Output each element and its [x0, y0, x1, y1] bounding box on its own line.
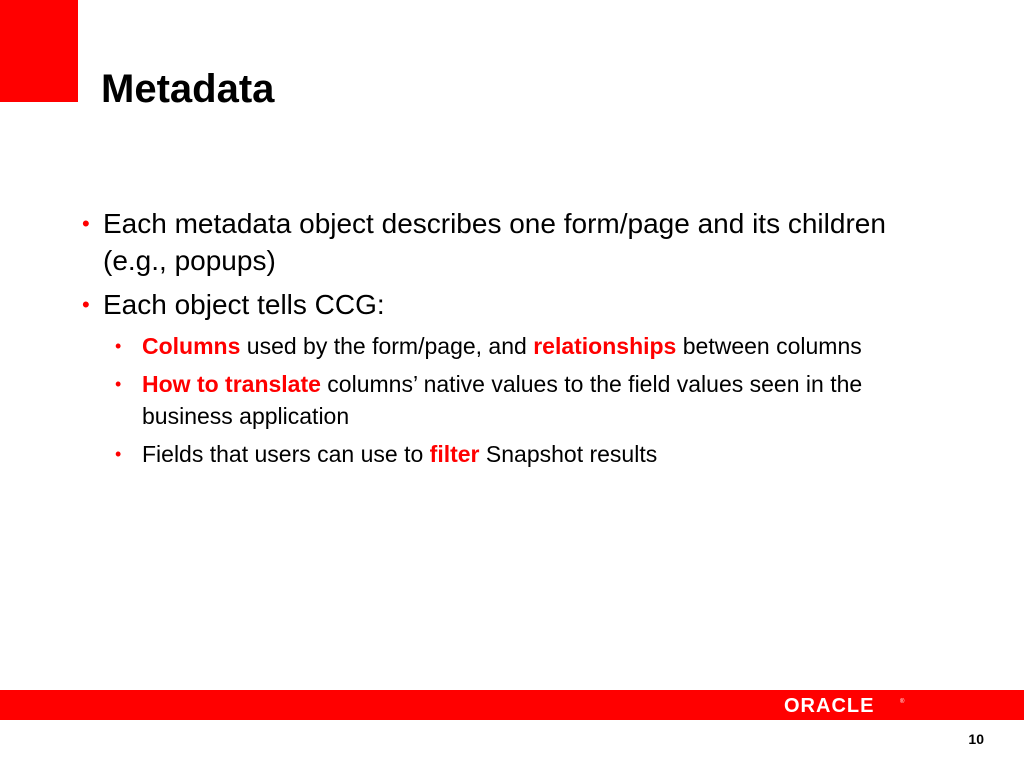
sub-bullet-text: Snapshot results — [479, 441, 658, 467]
highlight-text: Columns — [142, 333, 241, 359]
bullet-icon: • — [82, 211, 90, 236]
highlight-text: How to translate — [142, 371, 321, 397]
bullet-list — [82, 205, 942, 476]
sub-bullet-icon: • — [115, 374, 122, 394]
highlight-text: filter — [429, 441, 480, 467]
sub-bullet-item — [115, 368, 942, 432]
registered-mark-icon: ® — [900, 699, 905, 705]
bullet-text: Each object tells CCG: — [103, 289, 385, 320]
corner-accent-block — [0, 0, 78, 102]
sub-bullet-item — [115, 438, 942, 470]
sub-bullet-text: Fields that users can use to — [142, 441, 430, 467]
sub-bullet-icon: • — [115, 444, 122, 464]
sub-bullet-text: between columns — [676, 333, 862, 359]
sub-bullet-item — [115, 330, 942, 362]
logo-text: ORACLE — [784, 695, 875, 716]
sub-bullet-text: columns’ native values to the field values seen in the business application — [142, 371, 863, 429]
bullet-text: Each metadata object describes one form/page and its children (e.g., popups) — [103, 208, 886, 276]
oracle-logo-icon — [784, 694, 910, 716]
sub-bullet-icon: • — [115, 336, 122, 356]
sub-bullet-text: used by the form/page, and — [240, 333, 534, 359]
slide-title: Metadata — [101, 67, 275, 111]
bullet-icon: • — [82, 292, 90, 317]
page-number: 10 — [968, 731, 984, 747]
bullet-item — [82, 205, 903, 279]
bullet-item — [82, 286, 903, 323]
highlight-text: relationships — [533, 333, 677, 359]
